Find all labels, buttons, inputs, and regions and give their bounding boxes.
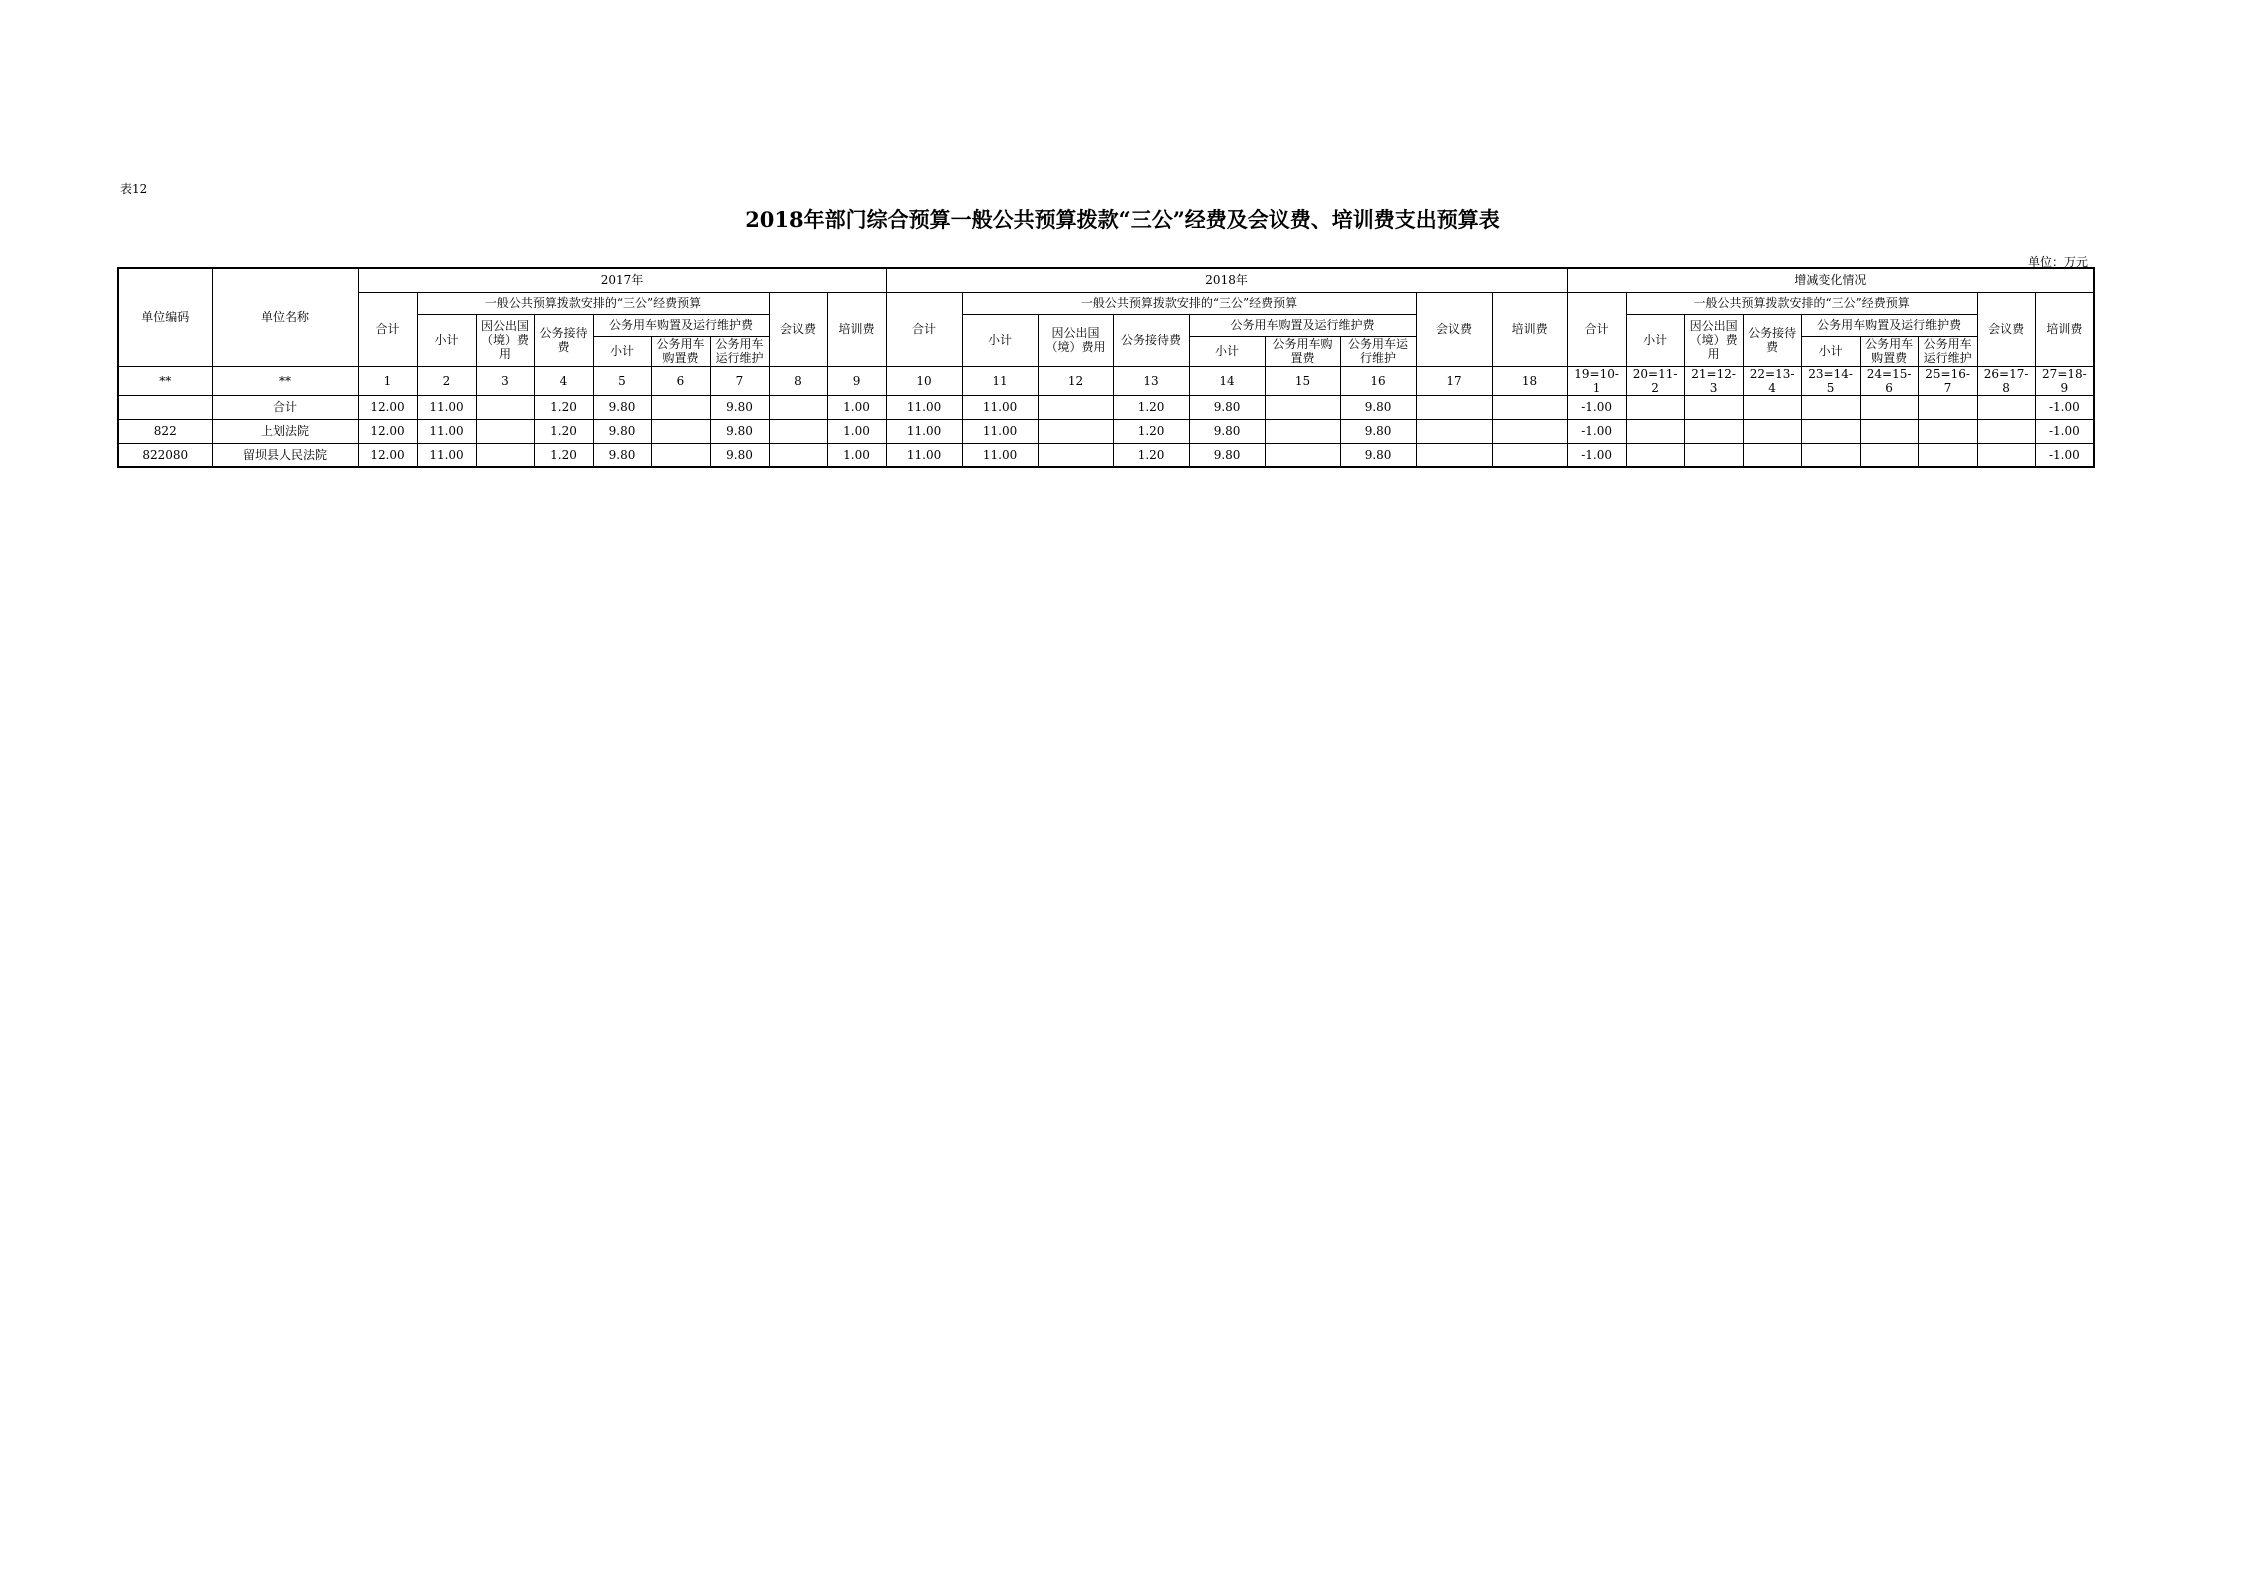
- value-cell: 11.00: [886, 395, 962, 419]
- header-reception: 公务接待费: [1113, 314, 1189, 366]
- table-row: [118, 419, 2094, 443]
- value-cell: 11.00: [962, 395, 1038, 419]
- value-cell: [1416, 419, 1492, 443]
- value-cell: [1743, 395, 1801, 419]
- column-index-cell: **: [118, 366, 212, 395]
- column-index-cell: 3: [476, 366, 534, 395]
- column-index-cell: 1: [358, 366, 417, 395]
- header-vehicle-run: 公务用车运行维护: [710, 336, 769, 366]
- value-cell: 1.00: [827, 395, 886, 419]
- column-index-cell: 27=18-9: [2035, 366, 2094, 395]
- column-index-cell: 17: [1416, 366, 1492, 395]
- value-cell: [769, 419, 827, 443]
- column-index-cell: 11: [962, 366, 1038, 395]
- column-index-cell: 21=12-3: [1684, 366, 1743, 395]
- unit-code-cell: [118, 395, 212, 419]
- column-index-cell: 12: [1038, 366, 1113, 395]
- column-index-cell: 4: [534, 366, 593, 395]
- value-cell: 1.20: [1113, 395, 1189, 419]
- value-cell: 1.20: [1113, 419, 1189, 443]
- value-cell: [1265, 419, 1340, 443]
- value-cell: [1684, 419, 1743, 443]
- value-cell: 11.00: [417, 395, 476, 419]
- value-cell: [1860, 419, 1918, 443]
- value-cell: 9.80: [1340, 395, 1416, 419]
- value-cell: [1038, 419, 1113, 443]
- column-index-cell: 23=14-5: [1801, 366, 1860, 395]
- value-cell: [1265, 395, 1340, 419]
- value-cell: 9.80: [1340, 419, 1416, 443]
- column-index-cell: 19=10-1: [1567, 366, 1626, 395]
- value-cell: [1918, 395, 1977, 419]
- value-cell: [476, 443, 534, 467]
- table-row: [118, 395, 2094, 419]
- header-reception: 公务接待费: [1743, 314, 1801, 366]
- value-cell: [1977, 419, 2035, 443]
- value-cell: 11.00: [962, 443, 1038, 467]
- header-vehicle-purchase: 公务用车购置费: [1860, 336, 1918, 366]
- header-vehicle: 公务用车购置及运行维护费: [593, 314, 769, 336]
- header-vehicle-subtotal: 小计: [593, 336, 651, 366]
- value-cell: [1684, 395, 1743, 419]
- header-total: 合计: [1567, 292, 1626, 366]
- value-cell: [1860, 443, 1918, 467]
- value-cell: [769, 395, 827, 419]
- column-index-row: [118, 366, 2094, 395]
- value-cell: [1626, 395, 1684, 419]
- table-body: [118, 395, 2094, 467]
- unit-code-cell: 822: [118, 419, 212, 443]
- value-cell: -1.00: [2035, 419, 2094, 443]
- value-cell: 11.00: [962, 419, 1038, 443]
- header-training: 培训费: [1492, 292, 1567, 366]
- header-unit-name: 单位名称: [212, 268, 358, 366]
- value-cell: 11.00: [417, 419, 476, 443]
- value-cell: [1492, 443, 1567, 467]
- value-cell: 9.80: [710, 443, 769, 467]
- value-cell: 9.80: [1189, 395, 1265, 419]
- value-cell: [1038, 395, 1113, 419]
- value-cell: [1801, 419, 1860, 443]
- header-sangong: 一般公共预算拨款安排的“三公”经费预算: [1626, 292, 1977, 314]
- header-sangong: 一般公共预算拨款安排的“三公”经费预算: [962, 292, 1416, 314]
- value-cell: [1684, 443, 1743, 467]
- column-index-cell: 10: [886, 366, 962, 395]
- value-cell: 1.20: [534, 419, 593, 443]
- column-index-cell: 15: [1265, 366, 1340, 395]
- value-cell: -1.00: [1567, 419, 1626, 443]
- header-meeting: 会议费: [769, 292, 827, 366]
- document-title: 2018年部门综合预算一般公共预算拨款“三公”经费及会议费、培训费支出预算表: [745, 207, 1500, 232]
- value-cell: [476, 419, 534, 443]
- header-vehicle: 公务用车购置及运行维护费: [1189, 314, 1416, 336]
- value-cell: 11.00: [886, 419, 962, 443]
- value-cell: [1492, 395, 1567, 419]
- value-cell: 1.20: [534, 443, 593, 467]
- value-cell: 9.80: [1340, 443, 1416, 467]
- column-index-cell: 22=13-4: [1743, 366, 1801, 395]
- value-cell: [651, 419, 710, 443]
- header-row-1: [118, 268, 2094, 292]
- value-cell: [1626, 419, 1684, 443]
- value-cell: -1.00: [1567, 443, 1626, 467]
- unit-name-cell: 留坝县人民法院: [212, 443, 358, 467]
- header-training: 培训费: [2035, 292, 2094, 366]
- column-index-cell: 2: [417, 366, 476, 395]
- column-index-cell: **: [212, 366, 358, 395]
- value-cell: 1.00: [827, 419, 886, 443]
- value-cell: -1.00: [1567, 395, 1626, 419]
- value-cell: [1977, 443, 2035, 467]
- header-unit-code: 单位编码: [118, 268, 212, 366]
- column-index-cell: 8: [769, 366, 827, 395]
- header-2017: 2017年: [358, 268, 886, 292]
- column-index-cell: 5: [593, 366, 651, 395]
- value-cell: 12.00: [358, 395, 417, 419]
- column-index-cell: 14: [1189, 366, 1265, 395]
- header-abroad: 因公出国（境）费用: [1038, 314, 1113, 366]
- value-cell: [1918, 443, 1977, 467]
- header-vehicle-subtotal: 小计: [1189, 336, 1265, 366]
- value-cell: 9.80: [710, 395, 769, 419]
- header-row-2: [118, 292, 2094, 314]
- header-abroad: 因公出国（境）费用: [1684, 314, 1743, 366]
- value-cell: 11.00: [886, 443, 962, 467]
- value-cell: 9.80: [593, 443, 651, 467]
- value-cell: -1.00: [2035, 443, 2094, 467]
- header-meeting: 会议费: [1416, 292, 1492, 366]
- column-index-cell: 25=16-7: [1918, 366, 1977, 395]
- value-cell: [1918, 419, 1977, 443]
- column-index-cell: 16: [1340, 366, 1416, 395]
- column-index-cell: 6: [651, 366, 710, 395]
- value-cell: [476, 395, 534, 419]
- table-number: 表12: [120, 182, 148, 196]
- column-index-cell: 9: [827, 366, 886, 395]
- unit-name-cell: 上划法院: [212, 419, 358, 443]
- header-meeting: 会议费: [1977, 292, 2035, 366]
- header-vehicle: 公务用车购置及运行维护费: [1801, 314, 1977, 336]
- header-abroad: 因公出国（境）费用: [476, 314, 534, 366]
- header-subtotal: 小计: [1626, 314, 1684, 366]
- value-cell: [1801, 395, 1860, 419]
- value-cell: [1626, 443, 1684, 467]
- value-cell: [1801, 443, 1860, 467]
- value-cell: 9.80: [1189, 419, 1265, 443]
- value-cell: [1416, 395, 1492, 419]
- value-cell: [1492, 419, 1567, 443]
- value-cell: 12.00: [358, 443, 417, 467]
- value-cell: 11.00: [417, 443, 476, 467]
- value-cell: [1860, 395, 1918, 419]
- header-total: 合计: [886, 292, 962, 366]
- header-training: 培训费: [827, 292, 886, 366]
- header-2018: 2018年: [886, 268, 1567, 292]
- value-cell: 9.80: [710, 419, 769, 443]
- column-index-cell: 20=11-2: [1626, 366, 1684, 395]
- header-vehicle-purchase: 公务用车购置费: [1265, 336, 1340, 366]
- value-cell: 9.80: [1189, 443, 1265, 467]
- header-subtotal: 小计: [962, 314, 1038, 366]
- value-cell: 1.20: [534, 395, 593, 419]
- value-cell: 1.20: [1113, 443, 1189, 467]
- value-cell: [651, 443, 710, 467]
- table-row: [118, 443, 2094, 467]
- header-vehicle-subtotal: 小计: [1801, 336, 1860, 366]
- column-index-cell: 18: [1492, 366, 1567, 395]
- column-index-cell: 26=17-8: [1977, 366, 2035, 395]
- value-cell: 1.00: [827, 443, 886, 467]
- header-vehicle-run: 公务用车运行维护: [1340, 336, 1416, 366]
- header-change: 增减变化情况: [1567, 268, 2094, 292]
- value-cell: 9.80: [593, 395, 651, 419]
- header-subtotal: 小计: [417, 314, 476, 366]
- value-cell: [1416, 443, 1492, 467]
- value-cell: [1038, 443, 1113, 467]
- header-vehicle-purchase: 公务用车购置费: [651, 336, 710, 366]
- header-vehicle-run: 公务用车运行维护: [1918, 336, 1977, 366]
- value-cell: [1743, 443, 1801, 467]
- value-cell: 12.00: [358, 419, 417, 443]
- unit-name-cell: 合计: [212, 395, 358, 419]
- header-reception: 公务接待费: [534, 314, 593, 366]
- value-cell: -1.00: [2035, 395, 2094, 419]
- value-cell: [1977, 395, 2035, 419]
- header-total: 合计: [358, 292, 417, 366]
- budget-table: [117, 267, 2095, 468]
- value-cell: 9.80: [593, 419, 651, 443]
- column-index-cell: 24=15-6: [1860, 366, 1918, 395]
- unit-code-cell: 822080: [118, 443, 212, 467]
- unit-label: 单位：万元: [2027, 255, 2088, 269]
- value-cell: [769, 443, 827, 467]
- column-index-cell: 7: [710, 366, 769, 395]
- header-sangong: 一般公共预算拨款安排的“三公”经费预算: [417, 292, 769, 314]
- column-index-cell: 13: [1113, 366, 1189, 395]
- value-cell: [651, 395, 710, 419]
- value-cell: [1265, 443, 1340, 467]
- value-cell: [1743, 419, 1801, 443]
